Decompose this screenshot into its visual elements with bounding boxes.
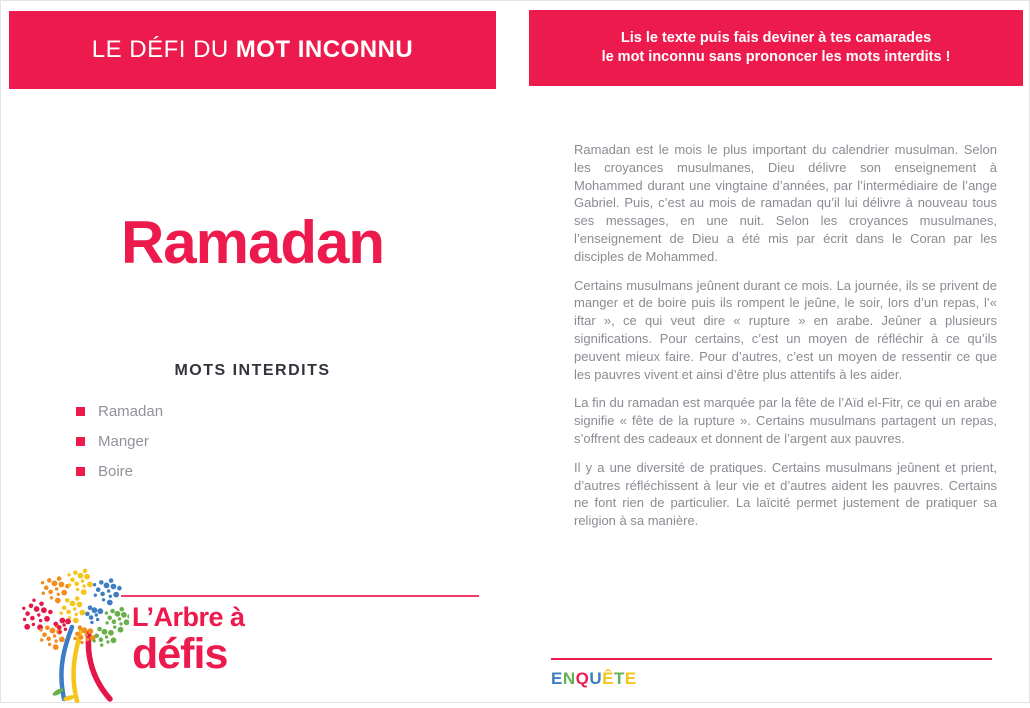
footer-divider-line (551, 658, 992, 660)
mystery-word-title: Ramadan (120, 209, 385, 276)
tree-logo-icon (14, 563, 129, 703)
list-item (76, 403, 163, 419)
logo-divider-line (121, 595, 479, 597)
forbidden-words-list (76, 403, 163, 493)
article-paragraph: La fin du ramadan est marquée par la fête de l’Aïd el-Fitr, ce qui en arabe signifie « fête de la rupture ». Certains musulmans partagent un repas, s’offrent des cadeaux et donnent de l’argent aux pauvres. (574, 395, 997, 446)
square-bullet-icon (76, 467, 85, 476)
forbidden-word: Manger (98, 432, 149, 450)
list-item (76, 433, 163, 449)
article-paragraph: Certains musulmans jeûnent durant ce mois. La journée, ils se privent de manger et de boire puis ils rompent le jeûne, le soir, lors d’un repas, l’« iftar », ce qui veut dire « rupture » en arabe. Jeûner a plusieurs significations. Pour certains, c’est un moyen de réfléchir à ce qu’ils peuvent mieux faire. Pour d’autres, c’est un moyen de ressentir ce que les pauvres vivent et ainsi d’être plus attentifs à les aider. (574, 277, 997, 382)
list-item (76, 463, 163, 479)
square-bullet-icon (76, 407, 85, 416)
article-text (574, 141, 997, 541)
forbidden-word: Boire (98, 462, 134, 480)
right-card-instruction-banner (529, 10, 1023, 86)
logo-wordmark-line2: défis (132, 630, 228, 678)
left-card-title-banner (9, 11, 496, 89)
instruction-line-2: le mot inconnu sans prononcer les mots interdits ! (601, 49, 951, 65)
forbidden-words-heading: MOTS INTERDITS (174, 362, 331, 379)
banner-title-prefix: LE DÉFI DU (91, 36, 229, 63)
instruction-line-1: Lis le texte puis fais deviner à tes camarades (620, 30, 932, 46)
category-label: ENQUÊTE (551, 669, 637, 688)
forbidden-word: Ramadan (98, 402, 164, 420)
logo-wordmark-line1: L’Arbre à (132, 602, 245, 632)
instruction-text (602, 29, 951, 67)
article-paragraph: Ramadan est le mois le plus important du calendrier musulman. Selon les croyances musulmanes, Dieu délivre son enseignement à Mohammed durant une vingtaine d’années, par l’intermédiaire de l’ange Gabriel. Puis, c’est au mois de ramadan qu’il lui délivre à nouveau tous ses messages, en une nuit. Selon les croyances musulmanes, l’enseignement de Dieu a été mis par écrit dans le Coran par les disciples de Mohammed. (574, 142, 997, 264)
article-paragraph: Il y a une diversité de pratiques. Certains musulmans jeûnent et prient, d’autres réfléchissent à leur vie et d’autres aident les pauvres. Certains ne font rien de particulier. La laïcité permet justement de pratiquer sa religion à sa manière. (574, 459, 997, 529)
banner-title-emphasis: MOT INCONNU (235, 36, 414, 63)
square-bullet-icon (76, 437, 85, 446)
